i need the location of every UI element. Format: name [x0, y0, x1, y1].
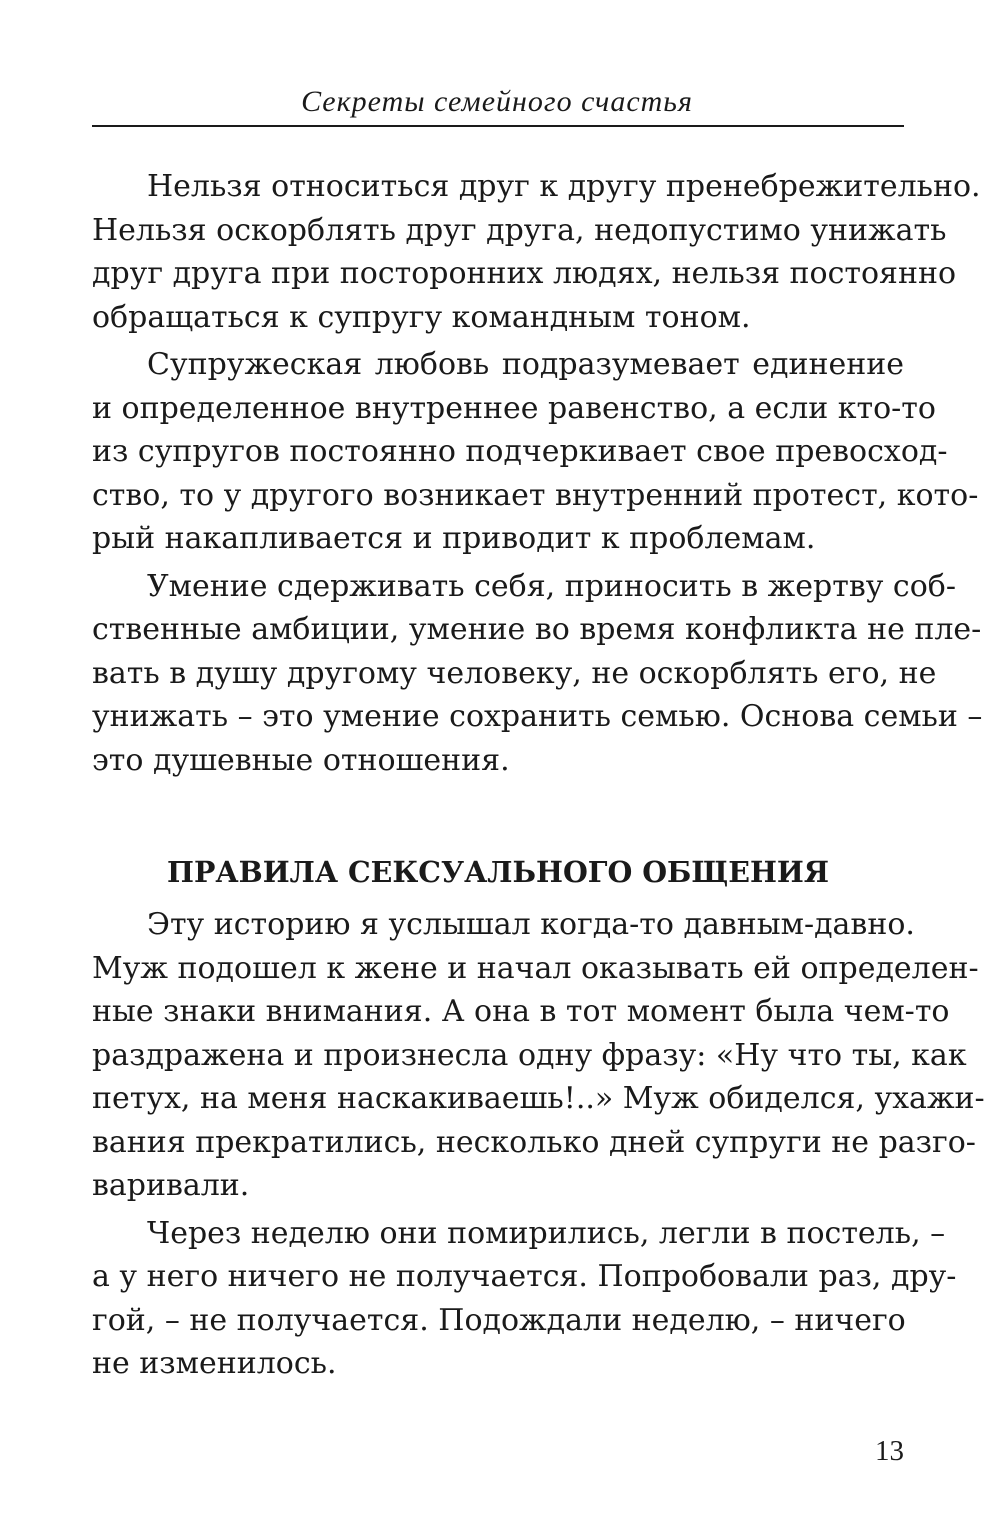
paragraph [92, 1212, 957, 1386]
text-line: друг друга при посторонних людях, нельзя постоянно [92, 256, 957, 291]
text-line: обращаться к супругу командным тоном. [92, 299, 751, 335]
text-line: Супружеская любовь подразумевает единение [147, 347, 904, 382]
text-block-bottom [92, 903, 985, 1390]
text-line: Нельзя оскорблять друг друга, недопустимо унижать [92, 212, 947, 248]
text-line: это душевные отношения. [92, 742, 510, 778]
text-line: а у него ничего не получается. Попробовали раз, дру- [92, 1259, 957, 1294]
text-line: Муж подошел к жене и начал оказывать ей определен- [92, 950, 979, 986]
text-line: ные знаки внимания. А она в тот момент была чем-то [92, 994, 950, 1029]
paragraph [92, 903, 985, 1208]
text-line: гой, – не получается. Подождали неделю, – ничего [92, 1302, 906, 1338]
text-block-top [92, 165, 983, 786]
text-line: из супругов постоянно подчеркивает свое превосход- [92, 434, 948, 469]
text-line: Эту историю я услышал когда-то давным-давно. [147, 907, 915, 942]
text-line: и определенное внутреннее равенство, а если кто-то [92, 390, 936, 426]
running-head: Секреты семейного счастья [301, 85, 693, 118]
header-rule [92, 125, 904, 127]
paragraph [92, 565, 983, 783]
text-line: варивали. [92, 1168, 250, 1203]
paragraph [92, 343, 979, 561]
text-line: Умение сдерживать себя, приносить в жертву соб- [147, 568, 956, 604]
text-line: петух, на меня наскакиваешь!..» Муж обиделся, ухажи- [92, 1081, 985, 1116]
text-line: не изменилось. [92, 1346, 337, 1381]
page-number: 13 [875, 1435, 904, 1467]
text-line: вания прекратились, несколько дней супруги не разго- [92, 1124, 976, 1160]
text-line: унижать – это умение сохранить семью. Основа семьи – [92, 699, 983, 734]
text-line: вать в душу другому человеку, не оскорблять его, не [92, 655, 937, 691]
text-line: ственные амбиции, умение во время конфликта не пле- [92, 612, 982, 647]
text-line: рый накапливается и приводит к проблемам. [92, 521, 816, 556]
text-line: Нельзя относиться друг к другу пренебрежительно. [147, 169, 981, 204]
text-line: ство, то у другого возникает внутренний протест, кото- [92, 477, 979, 513]
paragraph [92, 165, 981, 339]
section-heading: ПРАВИЛА СЕКСУАЛЬНОГО ОБЩЕНИЯ [167, 855, 829, 889]
text-line: Через неделю они помирились, легли в постель, – [147, 1215, 946, 1251]
text-line: раздражена и произнесла одну фразу: «Ну что ты, как [92, 1037, 967, 1073]
